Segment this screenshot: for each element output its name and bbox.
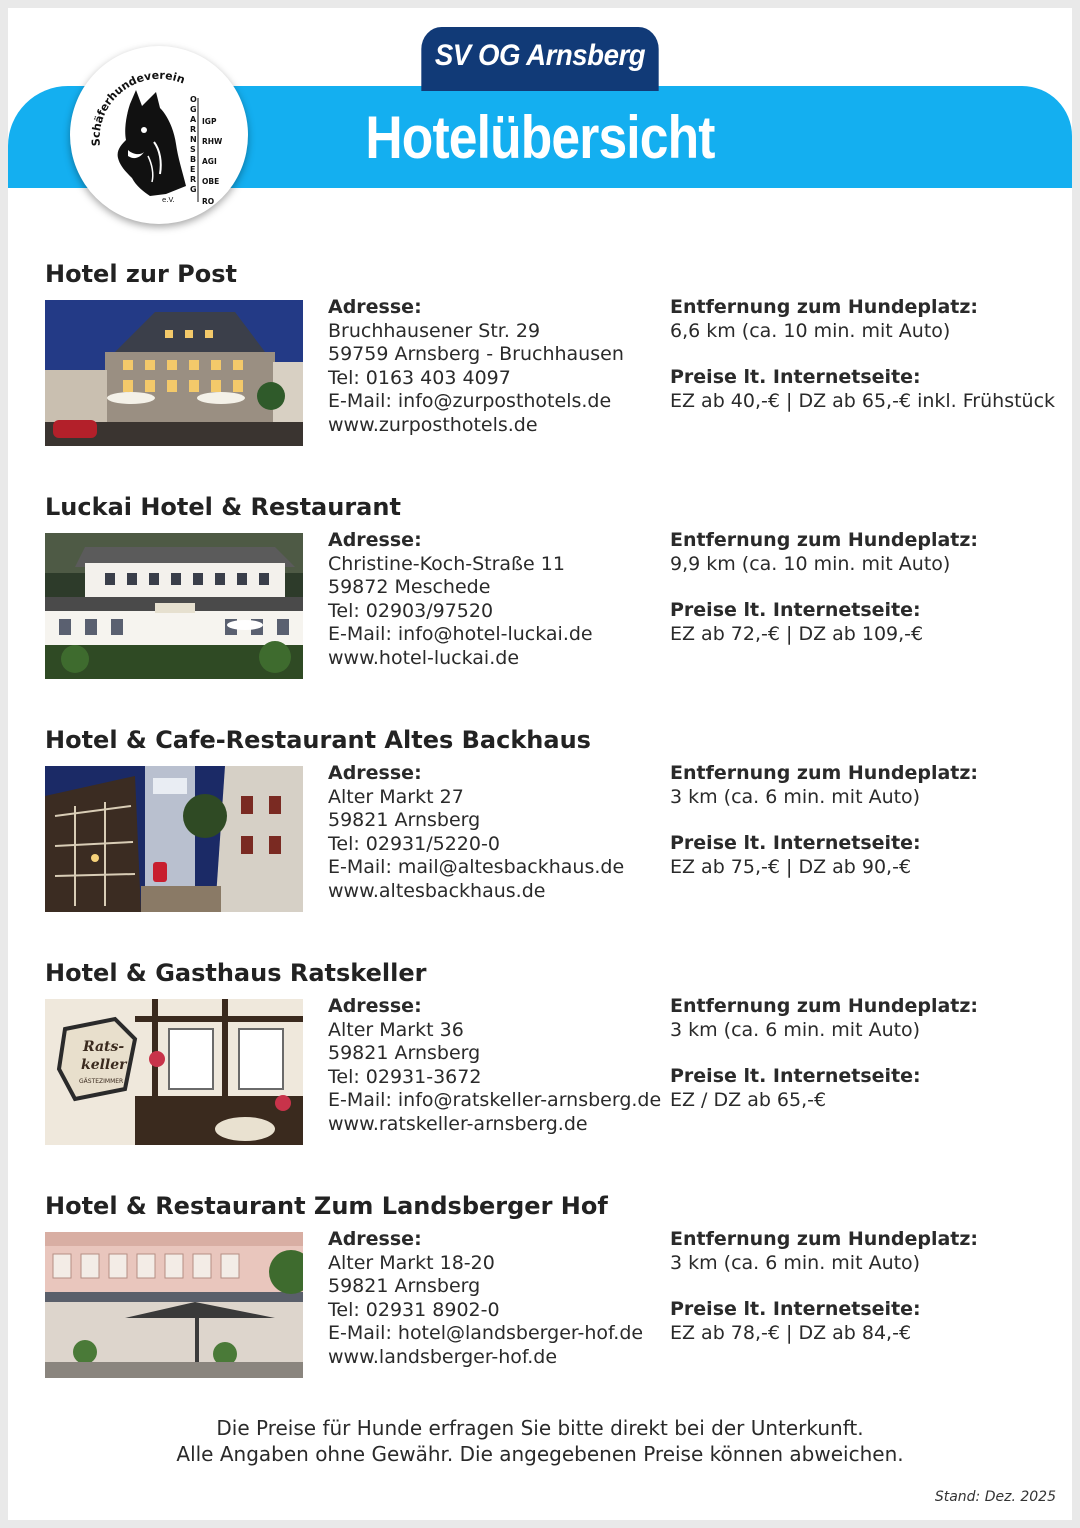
club-logo — [70, 46, 248, 224]
phone: Tel: 02931/5220-0 — [328, 832, 500, 855]
email: E-Mail: info@hotel-luckai.de — [328, 623, 593, 645]
logo-vertical-text: O G A R N S B E R G — [190, 95, 197, 194]
hotel-photo — [45, 1232, 303, 1378]
website: www.hotel-luckai.de — [328, 646, 520, 669]
email: E-Mail: info@zurposthotels.de — [328, 390, 612, 412]
phone: Tel: 02931 8902-0 — [328, 1298, 500, 1321]
distance-label: Entfernung zum Hundeplatz: — [670, 1228, 979, 1250]
page-title: Hotelübersicht — [365, 104, 715, 171]
phone: Tel: 02903/97520 — [328, 599, 494, 622]
hotel-photo — [45, 999, 303, 1145]
info-column — [670, 995, 1060, 1112]
prices-value: EZ ab 78,-€ | DZ ab 84,-€ — [670, 1321, 912, 1344]
ratskeller-sign-line2: keller — [81, 1057, 127, 1073]
hotel-photo — [45, 766, 303, 912]
address-label: Adresse: — [328, 1228, 422, 1250]
prices-label: Preise lt. Internetseite: — [670, 832, 921, 854]
date-stamp: Stand: Dez. 2025 — [934, 1489, 1056, 1505]
logo-discipline-obe: OBE — [202, 177, 220, 186]
website: www.landsberger-hof.de — [328, 1345, 558, 1368]
distance-value: 3 km (ca. 6 min. mit Auto) — [670, 1251, 921, 1274]
hotel-name: Hotel & Gasthaus Ratskeller — [45, 959, 427, 987]
address-label: Adresse: — [328, 762, 422, 784]
phone: Tel: 02931-3672 — [328, 1065, 482, 1088]
website: www.altesbackhaus.de — [328, 879, 546, 902]
distance-label: Entfernung zum Hundeplatz: — [670, 529, 979, 551]
info-column — [670, 296, 1060, 413]
german-shepherd-logo-icon — [70, 46, 248, 224]
prices-label: Preise lt. Internetseite: — [670, 1298, 921, 1320]
website: www.ratskeller-arnsberg.de — [328, 1112, 588, 1135]
address-street: Christine-Koch-Straße 11 — [328, 552, 565, 575]
ratskeller-sign-line3: GÄSTEZIMMER — [79, 1078, 124, 1085]
distance-value: 9,9 km (ca. 10 min. mit Auto) — [670, 552, 951, 575]
logo-ev-text: e.V. — [162, 196, 175, 204]
prices-label: Preise lt. Internetseite: — [670, 599, 921, 621]
address-street: Alter Markt 18-20 — [328, 1251, 495, 1274]
ratskeller-sign-line1: Rats- — [83, 1039, 125, 1055]
address-street: Bruchhausener Str. 29 — [328, 319, 541, 342]
address-column — [328, 995, 668, 1136]
hotel-photo — [45, 300, 303, 446]
distance-label: Entfernung zum Hundeplatz: — [670, 762, 979, 784]
hotel-name: Hotel & Cafe-Restaurant Altes Backhaus — [45, 726, 591, 754]
address-column — [328, 529, 668, 670]
info-column — [670, 762, 1060, 879]
footer-line-1: Die Preise für Hunde erfragen Sie bitte direkt bei der Unterkunft. — [216, 1416, 864, 1440]
document-page — [8, 8, 1072, 1520]
hotel-name: Hotel & Restaurant Zum Landsberger Hof — [45, 1192, 608, 1220]
club-name-tab: SV OG Arnsberg — [421, 27, 658, 91]
prices-value: EZ ab 72,-€ | DZ ab 109,-€ — [670, 622, 924, 645]
address-city: 59821 Arnsberg — [328, 1042, 481, 1064]
footer-line-2: Alle Angaben ohne Gewähr. Die angegebenen Preise können abweichen. — [176, 1442, 904, 1466]
logo-disciplines — [202, 117, 223, 206]
hotel-photo — [45, 533, 303, 679]
logo-arc-text: Schäferhundeverein — [89, 68, 187, 147]
distance-value: 6,6 km (ca. 10 min. mit Auto) — [670, 319, 951, 342]
info-column — [670, 1228, 1060, 1345]
hotel-name: Luckai Hotel & Restaurant — [45, 493, 401, 521]
prices-label: Preise lt. Internetseite: — [670, 366, 921, 388]
prices-value: EZ ab 75,-€ | DZ ab 90,-€ — [670, 855, 912, 878]
logo-discipline-igp: IGP — [202, 117, 217, 126]
email: E-Mail: mail@altesbackhaus.de — [328, 856, 625, 878]
address-city: 59759 Arnsberg - Bruchhausen — [328, 343, 624, 365]
address-column — [328, 1228, 668, 1369]
logo-discipline-ro: RO — [202, 197, 215, 206]
footer-note — [8, 1415, 1072, 1467]
address-label: Adresse: — [328, 296, 422, 318]
website: www.zurposthotels.de — [328, 413, 538, 436]
email: E-Mail: info@ratskeller-arnsberg.de — [328, 1089, 662, 1111]
distance-label: Entfernung zum Hundeplatz: — [670, 995, 979, 1017]
address-city: 59821 Arnsberg — [328, 809, 481, 831]
address-street: Alter Markt 27 — [328, 785, 464, 808]
distance-value: 3 km (ca. 6 min. mit Auto) — [670, 1018, 921, 1041]
address-column — [328, 762, 668, 903]
address-label: Adresse: — [328, 529, 422, 551]
prices-label: Preise lt. Internetseite: — [670, 1065, 921, 1087]
email: E-Mail: hotel@landsberger-hof.de — [328, 1322, 644, 1344]
logo-discipline-rhw: RHW — [202, 137, 223, 146]
address-label: Adresse: — [328, 995, 422, 1017]
address-city: 59821 Arnsberg — [328, 1275, 481, 1297]
address-street: Alter Markt 36 — [328, 1018, 464, 1041]
phone: Tel: 0163 403 4097 — [328, 366, 511, 389]
info-column — [670, 529, 1060, 646]
prices-value: EZ ab 40,-€ | DZ ab 65,-€ inkl. Frühstück — [670, 389, 1056, 412]
logo-discipline-agi: AGI — [202, 157, 217, 166]
address-column — [328, 296, 668, 437]
address-city: 59872 Meschede — [328, 576, 491, 598]
distance-value: 3 km (ca. 6 min. mit Auto) — [670, 785, 921, 808]
distance-label: Entfernung zum Hundeplatz: — [670, 296, 979, 318]
hotel-name: Hotel zur Post — [45, 260, 237, 288]
prices-value: EZ / DZ ab 65,-€ — [670, 1088, 827, 1111]
